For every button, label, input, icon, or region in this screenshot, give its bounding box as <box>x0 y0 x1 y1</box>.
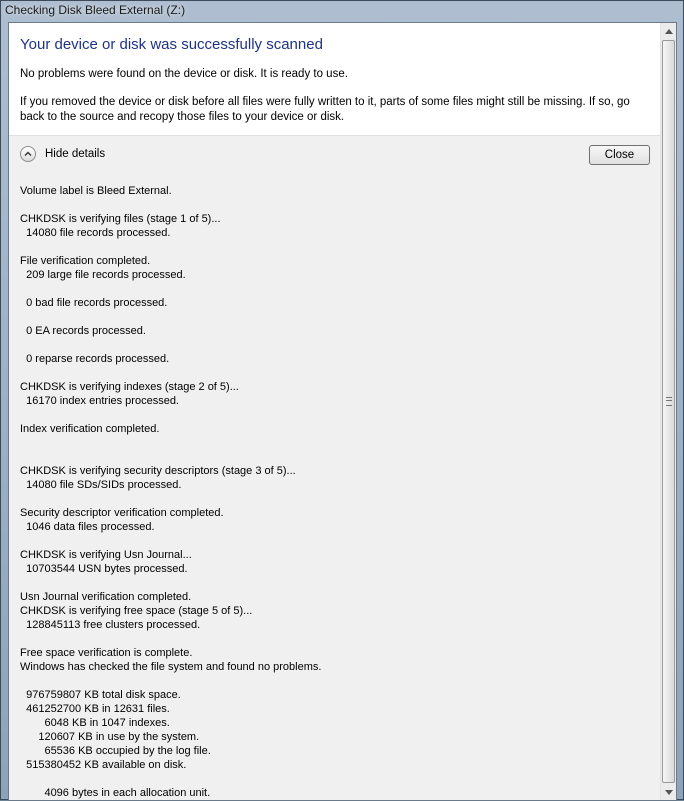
log-line <box>20 674 649 688</box>
close-button[interactable]: Close <box>589 145 650 165</box>
log-line: File verification completed. <box>20 255 151 267</box>
log-line: CHKDSK is verifying Usn Journal... <box>20 549 192 561</box>
window-title: Checking Disk Bleed External (Z:) <box>5 3 186 17</box>
log-line: 0 EA records processed. <box>20 325 146 337</box>
log-line <box>20 576 649 590</box>
log-line: 14080 file records processed. <box>20 227 171 239</box>
log-line: Free space verification is complete. <box>20 647 193 659</box>
log-line <box>20 282 649 296</box>
hide-details-toggle[interactable] <box>20 146 105 162</box>
log-line: 515380452 KB available on disk. <box>20 759 187 771</box>
log-line <box>20 492 649 506</box>
log-line <box>20 772 649 786</box>
log-line: 14080 file SDs/SIDs processed. <box>20 479 182 491</box>
log-line: 6048 KB in 1047 indexes. <box>20 717 170 729</box>
dialog-client-area <box>8 22 677 801</box>
log-line: 10703544 USN bytes processed. <box>20 563 188 575</box>
log-line: CHKDSK is verifying free space (stage 5 of 5)... <box>20 605 253 617</box>
log-line <box>20 310 649 324</box>
status-message: No problems were found on the device or disk. It is ready to use. <box>20 68 348 80</box>
log-line: 120607 KB in use by the system. <box>20 731 200 743</box>
log-line <box>20 450 649 464</box>
log-line <box>20 366 649 380</box>
log-line: Windows has checked the file system and found no problems. <box>20 661 322 673</box>
scroll-up-button[interactable] <box>662 23 676 39</box>
hide-details-label[interactable]: Hide details <box>45 148 106 160</box>
log-line: 0 bad file records processed. <box>20 297 168 309</box>
log-line: CHKDSK is verifying files (stage 1 of 5)... <box>20 213 221 225</box>
log-line <box>20 632 649 646</box>
log-line: Usn Journal verification completed. <box>20 591 192 603</box>
scroll-down-button[interactable] <box>662 784 676 800</box>
page-title: Your device or disk was successfully scanned <box>20 36 323 53</box>
log-line: 128845113 free clusters processed. <box>20 619 201 631</box>
scroll-down-arrow-icon <box>665 790 673 795</box>
log-line: 976759807 KB total disk space. <box>20 689 181 701</box>
log-line: 209 large file records processed. <box>20 269 186 281</box>
log-line <box>20 240 649 254</box>
log-line: 0 reparse records processed. <box>20 353 170 365</box>
details-toolbar <box>9 135 660 175</box>
warning-message: If you removed the device or disk before all files were fully written to it, parts of some files might still be missing. If so, go back to the source and recopy those files to your device or disk. <box>20 96 630 123</box>
log-line <box>20 338 649 352</box>
log-line: 65536 KB occupied by the log file. <box>20 745 211 757</box>
chevron-up-icon[interactable] <box>20 146 36 162</box>
log-line: 4096 bytes in each allocation unit. <box>20 787 211 799</box>
vertical-scrollbar[interactable] <box>660 23 676 800</box>
scan-log <box>9 174 660 801</box>
log-line: 1046 data files processed. <box>20 521 155 533</box>
log-line: Index verification completed. <box>20 423 160 435</box>
details-pane <box>9 174 660 801</box>
log-line <box>20 198 649 212</box>
log-line: 461252700 KB in 12631 files. <box>20 703 170 715</box>
log-line: 16170 index entries processed. <box>20 395 179 407</box>
log-line: CHKDSK is verifying indexes (stage 2 of 5)... <box>20 381 239 393</box>
log-line: CHKDSK is verifying security descriptors (stage 3 of 5)... <box>20 465 296 477</box>
log-line <box>20 408 649 422</box>
log-line: Volume label is Bleed External. <box>20 185 172 197</box>
log-line <box>20 436 649 450</box>
log-line <box>20 534 649 548</box>
scrollbar-grip-icon <box>666 397 672 406</box>
log-line: Security descriptor verification completed. <box>20 507 224 519</box>
scroll-up-arrow-icon <box>665 29 673 34</box>
scrollbar-thumb[interactable] <box>662 40 675 783</box>
summary-area <box>9 23 660 135</box>
